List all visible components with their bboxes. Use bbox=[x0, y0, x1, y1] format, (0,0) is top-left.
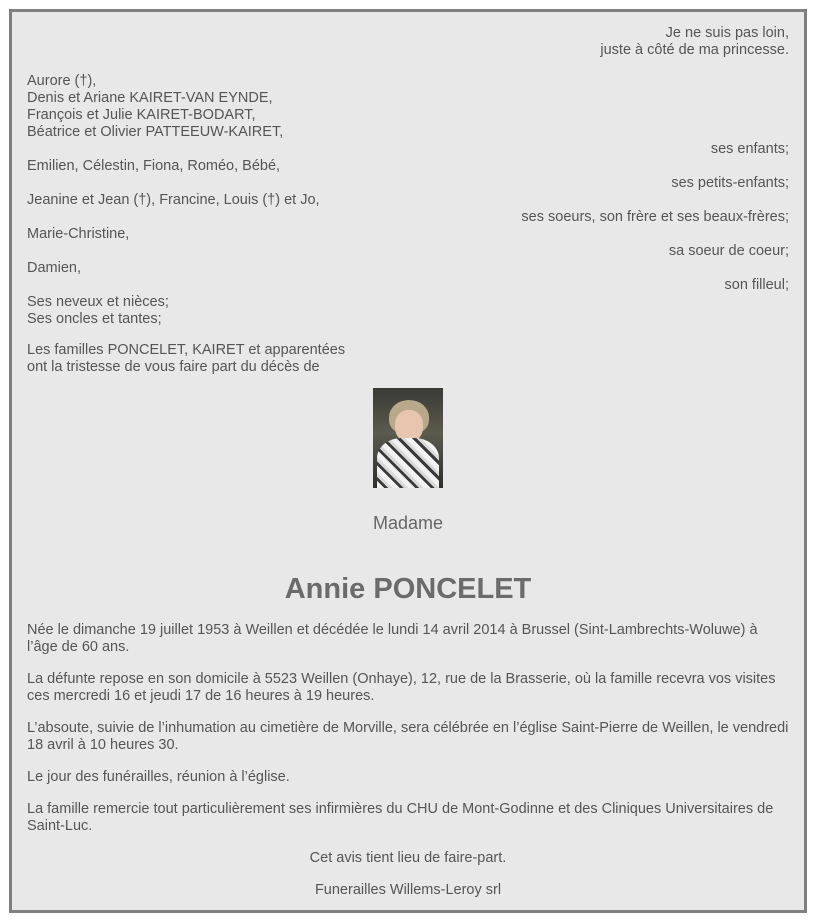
motto-line: Je ne suis pas loin, bbox=[665, 25, 789, 41]
paragraph-thanks: La famille remercie tout particulièrement ses infirmières du CHU de Mont-Godinne et des Cliniques Universitaires de Saint-Luc. bbox=[27, 801, 774, 834]
deceased-name: Annie PONCELET bbox=[284, 573, 532, 605]
family-line: Béatrice et Olivier PATTEEUW-KAIRET, bbox=[27, 124, 284, 140]
family-line: Emilien, Célestin, Fiona, Roméo, Bébé, bbox=[27, 158, 281, 174]
portrait-wrap bbox=[27, 388, 789, 493]
family-line: Jeanine et Jean (†), Francine, Louis (†) et Jo, bbox=[27, 192, 320, 208]
relation-label: sa soeur de coeur; bbox=[668, 243, 789, 259]
family-line: Denis et Ariane KAIRET-VAN EYNDE, bbox=[27, 90, 273, 106]
paragraph-ceremony: L’absoute, suivie de l’inhumation au cimetière de Morville, sera célébrée en l’église Saint-Pierre de Weillen, le vendredi 18 avril à 10 heures 30. bbox=[27, 720, 789, 753]
paragraph-birth-death: Née le dimanche 19 juillet 1953 à Weillen et décédée le lundi 14 avril 2014 à Brussel (Sint-Lambrechts-Woluwe) à l’âge de 60 ans. bbox=[27, 622, 758, 655]
family-line: Ses neveux et nièces; bbox=[27, 294, 169, 310]
motto-line: juste à côté de ma princesse. bbox=[600, 42, 789, 58]
children-list bbox=[27, 73, 789, 158]
relation-label: ses enfants; bbox=[710, 141, 789, 157]
family-line: Les familles PONCELET, KAIRET et apparentées bbox=[27, 342, 346, 358]
relation-label: ses soeurs, son frère et ses beaux-frères; bbox=[521, 209, 789, 225]
family-line: Damien, bbox=[27, 260, 81, 276]
paragraph-gathering: Le jour des funérailles, réunion à l’église. bbox=[27, 769, 290, 785]
family-line: Aurore (†), bbox=[27, 73, 97, 89]
relation-label: ses petits-enfants; bbox=[671, 175, 789, 191]
paragraph-visitation: La défunte repose en son domicile à 5523 Weillen (Onhaye), 12, rue de la Brasserie, où la famille recevra vos visites ces mercredi 16 et jeudi 17 de 16 heures à 19 heures. bbox=[27, 671, 776, 704]
obituary-card bbox=[9, 9, 807, 913]
family-line: Marie-Christine, bbox=[27, 226, 130, 242]
portrait-photo bbox=[373, 388, 443, 488]
family-line: Ses oncles et tantes; bbox=[27, 311, 162, 327]
obituary-content bbox=[27, 25, 789, 899]
motto bbox=[27, 25, 789, 59]
closing-note: Cet avis tient lieu de faire-part. bbox=[309, 850, 507, 866]
salutation: Madame bbox=[372, 513, 444, 533]
spacer bbox=[27, 328, 789, 342]
portrait-scarf bbox=[377, 438, 439, 488]
family-line: François et Julie KAIRET-BODART, bbox=[27, 107, 256, 123]
family-line: ont la tristesse de vous faire part du décès de bbox=[27, 359, 320, 375]
relation-label: son filleul; bbox=[724, 277, 789, 293]
funeral-home: Funerailles Willems-Leroy srl bbox=[314, 882, 502, 898]
